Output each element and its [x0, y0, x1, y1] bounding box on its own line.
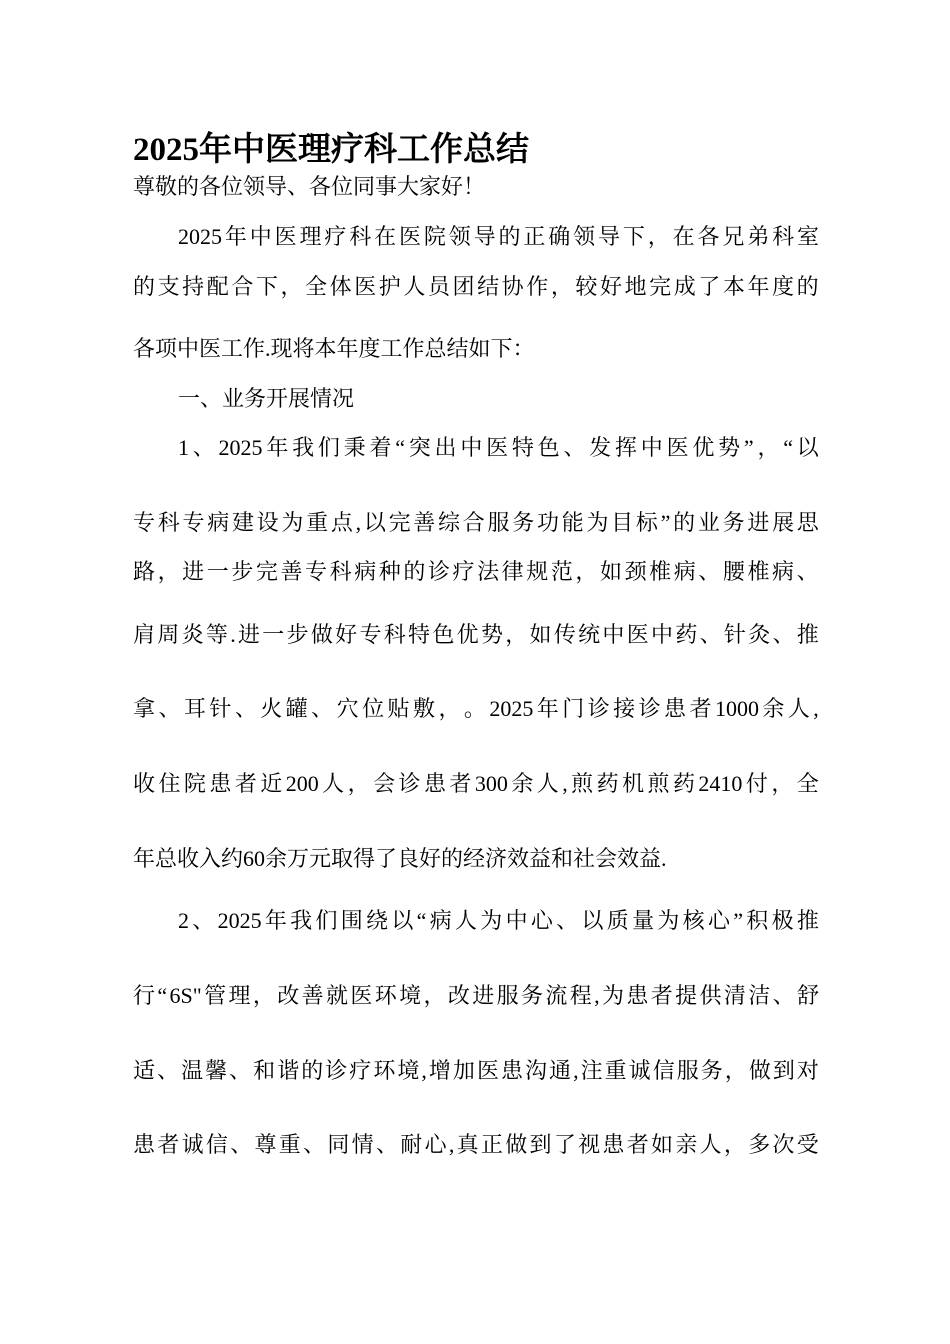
body-line: 路 ， 进 一 步 完 善 专 科 病 种 的 诊 疗 法 律 规 范 ， 如 颈 椎 病 、 腰 椎 病 、	[133, 559, 819, 584]
body-line: 的 支 持 配 合 下 ， 全 体 医 护 人 员 团 结 协 作 ， 较 好 地 完 成 了 本 年 度 的	[133, 274, 819, 299]
section-heading: 一、业务开展情况	[178, 386, 355, 411]
body-line: 适 、 温 馨 、 和 谐 的 诊 疗 环 境 , 增 加 医 患 沟 通 , 注 重 诚 信 服 务 ， 做 到 对	[133, 1058, 819, 1083]
body-line: 拿 、 耳 针 、 火 罐 、 穴 位 贴 敷 ， 。 2025 年 门 诊 接 诊 患 者 1000 余 人 ,	[133, 696, 819, 721]
body-line: 专 科 专 病 建 设 为 重 点 , 以 完 善 综 合 服 务 功 能 为 目 标 ” 的 业 务 进 展 思	[133, 510, 819, 535]
body-line: 2025 年 中 医 理 疗 科 在 医 院 领 导 的 正 确 领 导 下 ， 在 各 兄 弟 科 室	[178, 224, 819, 249]
body-line: 2 、 2025 年 我 们 围 绕 以 “ 病 人 为 中 心 、 以 质 量 为 核 心 ” 积 极 推	[178, 908, 819, 933]
body-line: 收 住 院 患 者 近 200 人 ， 会 诊 患 者 300 余 人 , 煎 药 机 煎 药 2410 付 ， 全	[133, 771, 819, 796]
greeting-line: 尊敬的各位领导、各位同事大家好！	[133, 174, 486, 199]
body-line: 年总收入约60余万元取得了良好的经济效益和社会效益.	[133, 846, 667, 871]
body-line: 1 、 2025 年 我 们 秉 着 “ 突 出 中 医 特 色 、 发 挥 中 医 优 势 ” ， “ 以	[178, 435, 819, 460]
body-line: 患 者 诚 信 、 尊 重 、 同 情 、 耐 心 , 真 正 做 到 了 视 患 者 如 亲 人 ， 多 次 受	[133, 1132, 819, 1157]
body-line: 肩 周 炎 等 . 进 一 步 做 好 专 科 特 色 优 势 ， 如 传 统 中 医 中 药 、 针 灸 、 推	[133, 622, 819, 647]
document-title: 2025年中医理疗科工作总结	[133, 132, 529, 168]
body-line: 行 “ 6S" 管 理 ， 改 善 就 医 环 境 ， 改 进 服 务 流 程 , 为 患 者 提 供 清 洁 、 舒	[133, 983, 819, 1008]
body-line: 各项中医工作.现将本年度工作总结如下：	[133, 336, 535, 361]
